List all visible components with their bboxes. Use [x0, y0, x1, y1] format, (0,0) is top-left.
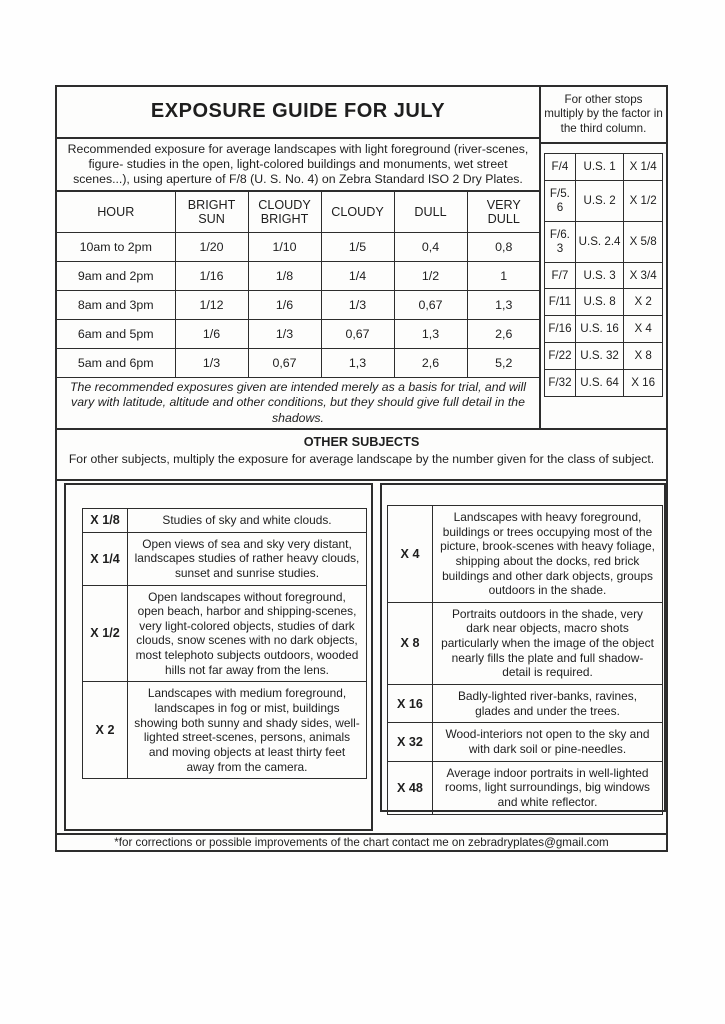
subject-row — [388, 506, 663, 603]
fstop-cell: F/32 — [545, 370, 576, 397]
subject-description: Portraits outdoors in the shade, very dark near objects, macro shots particularly when the image of the object nearly fills the plate and full shadow-detail is required. — [433, 602, 663, 684]
value-cell: 1/8 — [248, 261, 321, 290]
multiplication-factors-table — [387, 505, 663, 815]
stops-row — [545, 289, 663, 316]
subject-description: Wood-interiors not open to the sky and with dark soil or pine-needles. — [433, 723, 663, 761]
guide-description: Recommended exposure for average landscapes with light foreground (river-scenes, figure- studies in the open, light-colored buildings and monuments, wet street scenes...), using aperture of F/8 (U. S. No. 4) on Zebra Standard ISO 2 Dry Plates. — [57, 139, 539, 193]
subject-row — [388, 685, 663, 723]
value-cell: 1,3 — [467, 290, 540, 319]
factor-cell: X 16 — [624, 370, 663, 397]
exposure-header-row — [57, 192, 540, 232]
other-subjects-section — [57, 428, 666, 481]
subject-description: Studies of sky and white clouds. — [128, 509, 367, 533]
stops-column — [541, 87, 666, 428]
value-cell: 2,6 — [467, 319, 540, 348]
hour-cell: 5am and 6pm — [57, 348, 175, 377]
value-cell: 1,3 — [321, 348, 394, 377]
stops-note: For other stops multiply by the factor in the third column. — [541, 87, 666, 144]
factor-label: X 4 — [388, 506, 433, 603]
value-cell: 1,3 — [394, 319, 467, 348]
stops-row — [545, 370, 663, 397]
table-row — [57, 232, 540, 261]
factor-cell: X 3/4 — [624, 262, 663, 289]
fstop-cell: F/7 — [545, 262, 576, 289]
footer-contact-note: *for corrections or possible improvements of the chart contact me on zebradryplates@gmail.com — [57, 833, 666, 850]
value-cell: 1/4 — [321, 261, 394, 290]
table-row — [57, 261, 540, 290]
factor-cell: X 5/8 — [624, 221, 663, 262]
reduction-factors-box — [64, 483, 373, 831]
header-hour: HOUR — [57, 192, 175, 232]
header-very-dull: VERY DULL — [467, 192, 540, 232]
us-cell: U.S. 2.4 — [575, 221, 623, 262]
table-row — [57, 319, 540, 348]
subject-row — [83, 682, 367, 779]
factor-cell: X 2 — [624, 289, 663, 316]
us-cell: U.S. 16 — [575, 316, 623, 343]
stops-row — [545, 154, 663, 181]
value-cell: 0,67 — [321, 319, 394, 348]
value-cell: 1/2 — [394, 261, 467, 290]
subject-row — [83, 532, 367, 585]
subject-description: Badly-lighted river-banks, ravines, glades and under the trees. — [433, 685, 663, 723]
header-cloudy: CLOUDY — [321, 192, 394, 232]
top-section — [57, 87, 666, 428]
factor-label: X 16 — [388, 685, 433, 723]
stops-row — [545, 262, 663, 289]
value-cell: 0,8 — [467, 232, 540, 261]
value-cell: 1/12 — [175, 290, 248, 319]
factor-cell: X 1/2 — [624, 180, 663, 221]
subject-description: Open views of sea and sky very distant, landscapes studies of rather heavy clouds, sunset and sunrise studies. — [128, 532, 367, 585]
fstop-cell: F/11 — [545, 289, 576, 316]
us-cell: U.S. 8 — [575, 289, 623, 316]
value-cell: 1/6 — [248, 290, 321, 319]
subject-description: Open landscapes without foreground, open beach, harbor and shipping-scenes, very light-colored objects, studies of dark clouds, snow scenes with no dark objects, most telephoto subjects outdoors, wooded hills not far away from the lens. — [128, 585, 367, 682]
us-cell: U.S. 32 — [575, 343, 623, 370]
fstop-cell: F/6.3 — [545, 221, 576, 262]
header-cloudy-bright: CLOUDY BRIGHT — [248, 192, 321, 232]
table-row — [57, 348, 540, 377]
value-cell: 2,6 — [394, 348, 467, 377]
table-row — [57, 290, 540, 319]
exposure-disclaimer-note: The recommended exposures given are intended merely as a basis for trial, and will vary with latitude, altitude and other conditions, but they should give full detail in the shadows. — [70, 379, 526, 425]
other-subjects-heading: OTHER SUBJECTS — [303, 435, 420, 449]
exposure-table — [57, 192, 540, 378]
factor-label: X 8 — [388, 602, 433, 684]
factor-label: X 1/2 — [83, 585, 128, 682]
subject-description: Landscapes with medium foreground, landscapes in fog or mist, buildings showing both sunny and shady sides, well-lighted street-scenes, persons, animals and moving objects at least thirty feet away from the camera. — [128, 682, 367, 779]
page-title: EXPOSURE GUIDE FOR JULY — [57, 87, 539, 139]
value-cell: 1/16 — [175, 261, 248, 290]
subject-row — [83, 509, 367, 533]
value-cell: 1/20 — [175, 232, 248, 261]
stops-row — [545, 316, 663, 343]
us-cell: U.S. 2 — [575, 180, 623, 221]
subject-row — [83, 585, 367, 682]
factor-label: X 32 — [388, 723, 433, 761]
value-cell: 1/3 — [321, 290, 394, 319]
value-cell: 5,2 — [467, 348, 540, 377]
other-subjects-subheading: For other subjects, multiply the exposure for average landscape by the number given for the class of subject. — [68, 452, 655, 466]
value-cell: 1/5 — [321, 232, 394, 261]
value-cell: 0,67 — [394, 290, 467, 319]
fstop-cell: F/16 — [545, 316, 576, 343]
factor-label: X 1/8 — [83, 509, 128, 533]
hour-cell: 10am to 2pm — [57, 232, 175, 261]
value-cell: 1/6 — [175, 319, 248, 348]
value-cell: 1/10 — [248, 232, 321, 261]
value-cell: 1/3 — [248, 319, 321, 348]
factor-cell: X 4 — [624, 316, 663, 343]
subject-row — [388, 761, 663, 814]
stops-row — [545, 180, 663, 221]
value-cell: 1/3 — [175, 348, 248, 377]
factor-label: X 1/4 — [83, 532, 128, 585]
value-cell: 1 — [467, 261, 540, 290]
subject-row — [388, 723, 663, 761]
header-bright-sun: BRIGHT SUN — [175, 192, 248, 232]
hour-cell: 9am and 2pm — [57, 261, 175, 290]
value-cell: 0,67 — [248, 348, 321, 377]
us-cell: U.S. 1 — [575, 154, 623, 181]
exposure-guide-document — [55, 85, 668, 852]
value-cell: 0,4 — [394, 232, 467, 261]
stops-row — [545, 221, 663, 262]
factor-cell: X 8 — [624, 343, 663, 370]
main-column — [57, 87, 541, 428]
fstop-cell: F/4 — [545, 154, 576, 181]
stops-row — [545, 343, 663, 370]
factor-label: X 48 — [388, 761, 433, 814]
header-dull: DULL — [394, 192, 467, 232]
factor-cell: X 1/4 — [624, 154, 663, 181]
factor-label: X 2 — [83, 682, 128, 779]
subject-boxes — [57, 481, 666, 833]
us-cell: U.S. 64 — [575, 370, 623, 397]
fstop-cell: F/22 — [545, 343, 576, 370]
hour-cell: 8am and 3pm — [57, 290, 175, 319]
fstop-cell: F/5.6 — [545, 180, 576, 221]
stops-table — [544, 153, 663, 397]
subject-description: Average indoor portraits in well-lighted rooms, light surroundings, big windows and white reflector. — [433, 761, 663, 814]
multiplication-factors-box — [380, 483, 666, 812]
subject-description: Landscapes with heavy foreground, buildings or trees occupying most of the picture, brook-scenes with heavy foliage, shipping about the docks, red brick buildings and other dark objects, groups outdoors in the shade. — [433, 506, 663, 603]
hour-cell: 6am and 5pm — [57, 319, 175, 348]
reduction-factors-table — [82, 508, 367, 779]
us-cell: U.S. 3 — [575, 262, 623, 289]
subject-row — [388, 602, 663, 684]
